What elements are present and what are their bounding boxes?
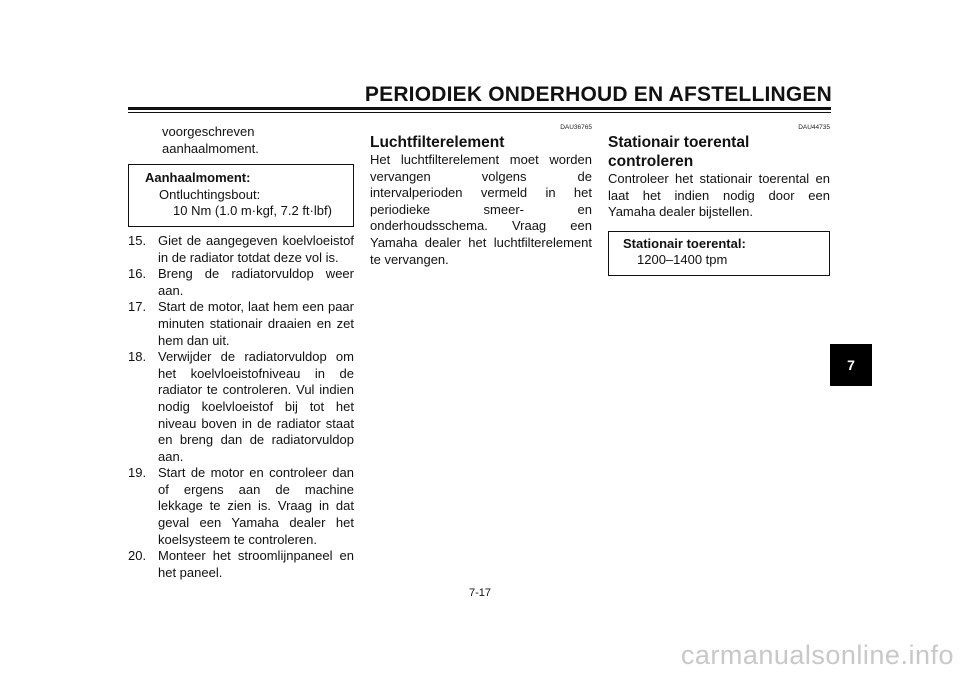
step-text: Breng de radiatorvuldop weer aan. <box>158 266 354 298</box>
spec-value: 10 Nm (1.0 m·kgf, 7.2 ft·lbf) <box>173 203 332 219</box>
spec-title: Stationair toerental: <box>623 235 746 251</box>
section-title-idle-speed: Stationair toerental controleren <box>608 134 750 170</box>
step-number: 15. <box>128 232 147 248</box>
page-number: 7-17 <box>468 587 492 599</box>
column-left <box>128 124 354 581</box>
spec-label: Ontluchtingsbout: <box>159 186 261 202</box>
step-text: Verwijder de radiatorvuldop om het koelvloeistofniveau in de radiator te controleren. Vul indien nodig koelvloeistof bij tot het niveau boven in de radiator staat en breng dan de radiatorvuldop aan. <box>158 349 354 464</box>
step-number: 16. <box>128 266 147 282</box>
column-right <box>608 124 830 282</box>
spec-title: Aanhaalmoment: <box>145 170 251 186</box>
continuation-text: voorgeschreven aanhaalmoment. <box>162 124 259 156</box>
torque-spec-box <box>128 164 354 227</box>
step-text: Start de motor en controleer dan of ergens aan de machine lekkage te zien is. Vraag in dat geval een Yamaha dealer het koelsysteem te controleren. <box>158 465 354 547</box>
watermark: carmanualsonline.info <box>680 640 954 670</box>
list-item <box>128 299 354 349</box>
step-text: Giet de aangegeven koelvloeistof in de radiator totdat deze vol is. <box>158 232 354 265</box>
section-paragraph: Het luchtfilterelement moet worden vervangen volgens de intervalperioden vermeld in het periodieke smeer- en onderhoudsschema. Vraag een Yamaha dealer het luchtfilterelement te vervangen. <box>370 152 592 267</box>
list-item <box>128 465 354 548</box>
step-list <box>128 233 354 581</box>
list-item <box>128 233 354 266</box>
step-number: 19. <box>128 465 147 481</box>
section-code: DAU36765 <box>560 124 592 131</box>
step-number: 20. <box>128 548 147 564</box>
spec-value: 1200–1400 tpm <box>637 252 728 268</box>
idle-speed-spec-box <box>608 231 830 276</box>
step-number: 18. <box>128 349 147 365</box>
section-code: DAU44735 <box>798 124 830 131</box>
page-header-title: PERIODIEK ONDERHOUD EN AFSTELLINGEN <box>364 83 832 106</box>
list-item <box>128 548 354 581</box>
header-rule-thin <box>128 112 831 113</box>
section-title-air-filter: Luchtfilterelement <box>370 134 505 151</box>
section-paragraph: Controleer het stationair toerental en laat het indien nodig door een Yamaha dealer bijstellen. <box>608 171 830 220</box>
header-rule-thick <box>128 107 831 110</box>
step-text: Start de motor, laat hem een paar minuten stationair draaien en zet hem dan uit. <box>158 299 354 348</box>
step-text: Monteer het stroomlijnpaneel en het paneel. <box>158 548 354 580</box>
list-item <box>128 266 354 299</box>
column-middle <box>370 124 592 268</box>
list-item <box>128 349 354 465</box>
step-number: 17. <box>128 299 147 315</box>
chapter-tab: 7 <box>830 344 872 386</box>
